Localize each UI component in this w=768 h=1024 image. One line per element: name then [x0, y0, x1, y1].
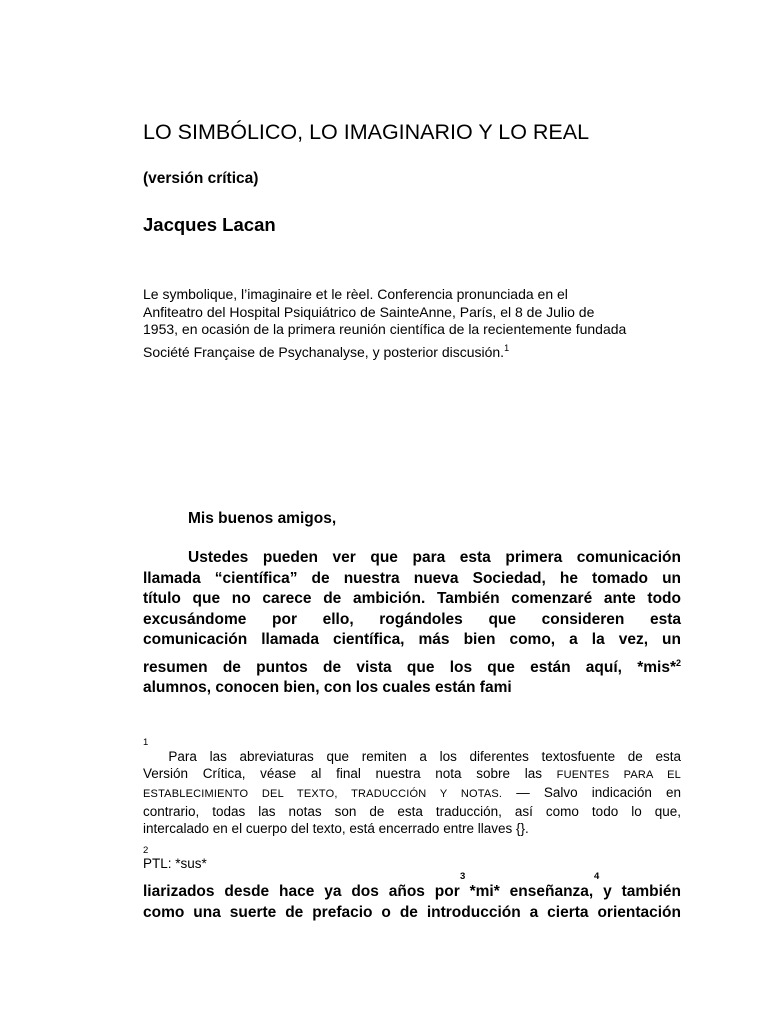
document-page — [143, 0, 681, 1024]
paragraph-line: como una suerte de prefacio o de introducción a cierta orientación — [143, 903, 681, 921]
paragraph-line — [143, 882, 681, 903]
footnote-line-text: Versión Crítica, véase al final nuestra nota sobre las — [143, 766, 542, 781]
greeting: Mis buenos amigos, — [188, 510, 337, 527]
footnote-1 — [143, 738, 681, 837]
footnote-smallcaps: FUENTES PARA EL — [556, 769, 681, 781]
footnote-mark-1: 1 — [143, 737, 149, 748]
intro-line: 1953, en ocasión de la primera reunión científica de la recientemente fundada — [143, 321, 627, 337]
paragraph-line: comunicación llamada científica, más bien como, a la vez, un — [143, 631, 681, 648]
intro-line: Le symbolique, l’imaginaire et le rèel. Conferencia pronunciada en el — [143, 286, 568, 302]
paragraph-line-with-ref — [143, 658, 681, 679]
footnote-ref-4[interactable]: 4 — [594, 871, 600, 882]
paragraph-line-text: y también — [603, 883, 682, 900]
paragraph-2 — [143, 872, 681, 923]
footnote-line-text: Para las abreviaturas que remiten a los diferentes textosfuente de esta — [168, 749, 681, 764]
paragraph-1 — [143, 548, 681, 699]
document-author: Jacques Lacan — [143, 214, 276, 235]
footnote-line: intercalado en el cuerpo del texto, está encerrado entre llaves {}. — [143, 821, 529, 836]
paragraph-line: Ustedes pueden ver que para esta primera comunicación — [188, 549, 681, 566]
footnote-2 — [143, 846, 207, 871]
footnote-mark-2: 2 — [143, 845, 149, 856]
footnote-ref-2[interactable]: 2 — [675, 657, 681, 668]
footnote-ref-row — [143, 872, 681, 882]
footnote-line — [143, 765, 681, 784]
paragraph-line: alumnos, conocen bien, con los cuales están fami — [143, 679, 512, 696]
footnote-line-text: — Salvo indicación en — [516, 785, 681, 800]
intro-line-last — [143, 344, 681, 362]
document-subtitle: (versión crítica) — [143, 170, 259, 187]
footnote-ref-1[interactable]: 1 — [504, 342, 510, 353]
footnote-line: contrario, todas las notas son de esta traducción, así como todo lo que, — [143, 804, 681, 819]
paragraph-line-text: resumen de puntos de vista que los que están aquí, *mis* — [143, 658, 676, 676]
paragraph-line: título que no carece de ambición. También comenzaré ante todo — [143, 590, 681, 607]
footnote-line — [143, 784, 681, 803]
paragraph-line: llamada “científica” de nuestra nueva Sociedad, he tomado un — [143, 569, 681, 587]
paragraph-line: excusándome por ello, rogándoles que consideren esta — [143, 610, 681, 628]
intro-paragraph — [143, 286, 681, 361]
document-title: LO SIMBÓLICO, LO IMAGINARIO Y LO REAL — [143, 120, 590, 144]
intro-line: Anfiteatro del Hospital Psiquiátrico de SainteAnne, París, el 8 de Julio de — [143, 303, 595, 320]
footnote-ref-3[interactable]: 3 — [460, 871, 466, 882]
footnote-line — [143, 748, 681, 765]
paragraph-line-text: liarizados desde hace ya dos años por *mi* — [143, 883, 500, 900]
footnote-2-text: PTL: *sus* — [143, 856, 207, 871]
paragraph-line-text: enseñanza, — [509, 883, 594, 900]
footnote-smallcaps: ESTABLECIMIENTO DEL TEXTO, TRADUCCIÓN Y NOTAS. — [143, 788, 503, 800]
intro-line-text: Société Française de Psychanalyse, y posterior discusión. — [143, 343, 505, 360]
